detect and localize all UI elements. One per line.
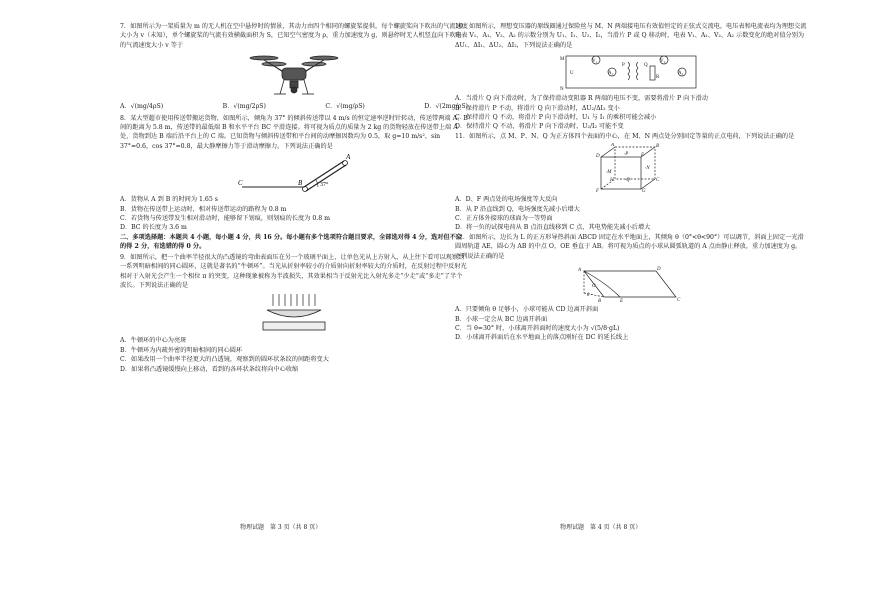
option-b: B．小球一定会从 BC 边离开斜面 xyxy=(455,315,548,323)
drone-icon xyxy=(250,56,338,94)
option-a: A．当滑片 Q 向下滑动时，为了保持滑动变阻器 R 两端的电压不变，需要将滑片 P 向下滑动 xyxy=(455,95,708,103)
option-a: A．D、F 两点处的电场强度等大反向 xyxy=(455,196,558,204)
label-c: C xyxy=(677,298,681,304)
left-page xyxy=(120,22,468,374)
label-a: A xyxy=(578,268,582,274)
option-d: D．√(2mg/ρS) xyxy=(424,103,468,111)
meter-a1: A₁ xyxy=(608,71,614,77)
question-11-stem: 11．如图所示，点 M、P、N、Q 为正方体四个表面的中心，在 M、N 两点处分别固定等量的正点电荷，下列说法正确的是 xyxy=(455,132,795,140)
option-d: D．小球离开斜面后在水平地面上的落点刚好在 DC 的延长线上 xyxy=(455,334,629,342)
center-m: ·M xyxy=(606,170,612,176)
label-n: N xyxy=(560,87,564,93)
option-c: C．√(mg/ρS) xyxy=(325,103,365,111)
point-a: A xyxy=(346,153,351,162)
question-12-stem: 12．如图所示，边长为 L 的正方形导热斜面 ABCD 固定在水平地面上，其倾角 θ（0°<θ<90°）可以调节，斜面上固定一光滑圆周轨道 AE，圆心为 AB 的中点 O，OE 垂直于 AB。将可视为质点的小球从圆弧轨道的 A 点由静止释放，重力加速度为 g。下列说法正确的是 xyxy=(455,233,804,260)
question-12 xyxy=(455,233,807,343)
meter-a2: A₂ xyxy=(678,71,684,77)
question-9 xyxy=(120,253,468,374)
label-r: R xyxy=(656,75,660,81)
option-c: C．保持滑片 Q 不动，将滑片 P 向下滑动时，U₁ 与 I₁ 的乘积可能会减小 xyxy=(455,114,657,122)
point-c: C xyxy=(238,179,243,188)
drone-figure xyxy=(244,52,344,100)
conveyor-figure xyxy=(234,153,354,193)
vertex-e: E xyxy=(641,153,645,159)
cube-figure xyxy=(591,143,671,193)
question-8-stem: 8．某大型超市使用传送带搬运货物，如图所示，倾角为 37° 的倾斜传送带以 4 m/s 的恒定速率逆时针转动，传送带两端 A、B 间的距离为 5.8 m，传送带的最低端 B 和水平平台 BC 平滑连接。将可视为质点的质量为 2 kg 的货物轻放在传送带上端 A 处，货物到达 B 端后沿平台上的 C 端。已知货物与倾斜传送带和平台间的动摩擦因数均为 0.5，取 g=10 m/s²，sin 37°=0.6，cos 37°=0.8，最大静摩擦力等于滑动摩擦力。下列说法正确的是 xyxy=(120,114,468,150)
vertex-b: B xyxy=(656,144,660,150)
label-e: E xyxy=(620,299,624,304)
center-n: ·N xyxy=(645,166,650,172)
question-7 xyxy=(120,22,468,112)
question-7-stem: 7．如图所示为一架质量为 m 的无人机在空中悬停时的情景，其动力由四个相同的螺旋桨提供，每个螺旋桨向下吹出的气流速度大小为 v（未知），单个螺旋桨的气流有效横截面积为 S，已知空气密度为 ρ，重力加速度为 g，则悬停时无人机竖直向下吹出的气流速度大小 v 等于 xyxy=(120,23,468,49)
option-d: D．如果将凸透镜缓慢向上移动，看到的各环状条纹将向中心收缩 xyxy=(120,365,299,373)
option-d: D．保持滑片 Q 不动，将滑片 P 向下滑动时，U₂/I₂ 可能不变 xyxy=(455,123,624,131)
option-a: A．牛顿环的中心为亮斑 xyxy=(120,337,187,345)
question-10-stem: 10．如图所示，理想变压器的原线圈通过保险丝与 M、N 两端接电压有效值恒定的正弦式交流电，电压表和电流表均为理想交流电表 V₁、A₁、V₂、A₂ 的示数分别为 U₁、I₁、U₂、I₂，当滑片 P 或 Q 移动时，电表 V₁、A₁、V₂、A₂ 示数变化的绝对值分别为 ΔU₁、ΔI₁、ΔU₂、ΔI₂，下列说法正确的是 xyxy=(455,23,807,49)
center-p: ·P xyxy=(624,152,629,158)
label-m: M xyxy=(560,57,565,63)
point-b: B xyxy=(298,179,303,188)
option-c: C．正方体外接球的球面为一等势面 xyxy=(455,215,553,223)
vertex-a: A xyxy=(611,143,615,149)
label-b: B xyxy=(598,299,602,304)
meter-v2: V₂ xyxy=(660,59,666,65)
label-d: D xyxy=(657,267,661,273)
section-2-heading: 二、多项选择题：本题共 4 小题，每小题 4 分，共 16 分。每小题有多个选项符合题目要求，全部选对得 4 分，选对但不全的得 2 分，有选错的得 0 分。 xyxy=(120,233,462,251)
vertex-d: D xyxy=(596,154,600,160)
option-a: A．√(mg/4ρS) xyxy=(120,103,164,111)
center-q: ·Q xyxy=(625,178,630,184)
label-p: P xyxy=(622,63,625,69)
angle-label: 37° xyxy=(320,182,329,189)
option-a: A．只要倾角 θ 足够小，小球可能从 CD 边离开斜面 xyxy=(455,306,599,314)
option-c: C．当 θ=30° 时，小球离开斜面时的速度大小为 √(5/8·gL) xyxy=(455,324,620,332)
option-b: B．从 P 沿直线到 Q，电场强度先减小后增大 xyxy=(455,205,580,213)
incline-figure xyxy=(576,263,686,303)
right-page xyxy=(455,22,807,343)
option-b: B．√(mg/2ρS) xyxy=(222,103,266,111)
question-7-options xyxy=(120,102,468,111)
vertex-f: F xyxy=(596,189,600,194)
option-c: C．如果改用一个曲率半径更大的凸透镜，观察到的圆环状条纹的间距将变大 xyxy=(120,356,329,364)
left-footer: 物理试题 第 3 页（共 8 页） xyxy=(240,524,322,531)
option-a: A．货物从 A 到 B 的时间为 1.65 s xyxy=(120,196,218,204)
label-o: O xyxy=(592,284,596,290)
label-q: Q xyxy=(644,63,648,69)
question-11 xyxy=(455,132,807,233)
question-10 xyxy=(455,22,807,132)
option-d: D．将一负的试探电荷从 B 点沿直线移到 C 点，其电势能先减小后增大 xyxy=(455,224,651,232)
label-u: U xyxy=(570,71,574,77)
label-theta: θ xyxy=(587,293,590,299)
option-b: B．牛顿环为内疏外密的明暗相间的同心圆环 xyxy=(120,346,243,354)
vertex-h: H xyxy=(610,178,614,184)
newton-rings-figure xyxy=(259,292,329,334)
meter-v1: V₁ xyxy=(592,59,598,65)
option-c: C．若货物与传送带发生相对滑动时，能够留下划痕，则划痕的长度为 0.8 m xyxy=(120,215,330,223)
option-b: B．保持滑片 P 不动，将滑片 Q 向下滑动时，ΔU₂/ΔI₂ 变小 xyxy=(455,104,620,112)
right-footer: 物理试题 第 4 页（共 8 页） xyxy=(560,524,642,531)
question-9-stem: 9．如图所示，把一个曲率半径很大的凸透镜的弯曲表面压在另一个玻璃平面上，让单色光从上方射入，从上往下看可以观察到一系列明暗相间的同心圆环，这就是著名的“牛顿环”。当光从折射率较小的介质射向折射率较大的介质时，在反射过程中反射光相对于入射光会产生一个相位 π 的突变，这种现象被称为半波损失，其效果相当于反射光比入射光多走“少走”或“多走”了半个波长。下列说法正确的是 xyxy=(120,253,467,289)
vertex-g: G xyxy=(642,189,646,194)
option-d: D．BC 的长度为 3.6 m xyxy=(120,224,187,232)
option-b: B．货物在传送带上运动时，相对传送带运动的路程为 0.8 m xyxy=(120,205,287,213)
vertex-c: C xyxy=(656,178,660,184)
transformer-circuit-figure xyxy=(556,52,706,92)
question-8 xyxy=(120,114,468,233)
